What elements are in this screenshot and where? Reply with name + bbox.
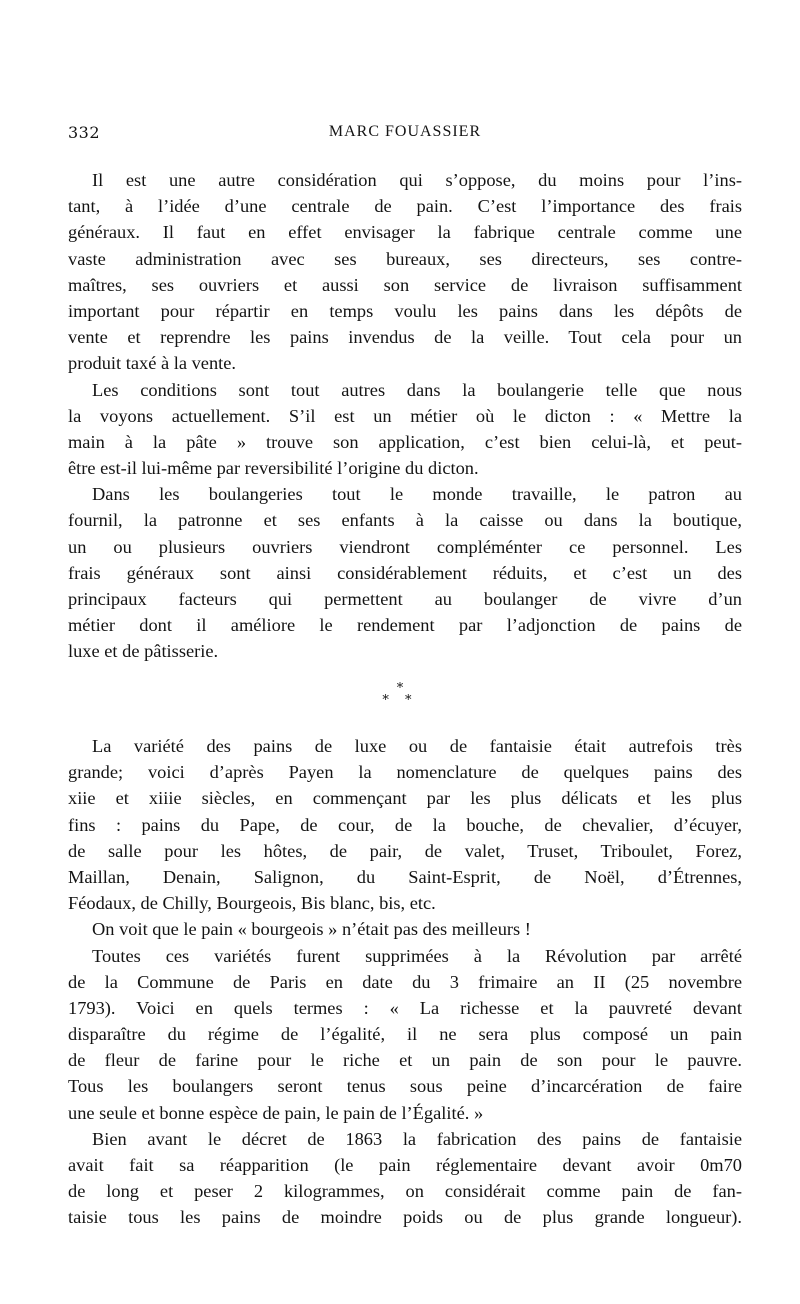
text-line: de salle pour les hôtes, de pair, de valet, Truset, Triboulet, Forez, (68, 840, 742, 861)
text-line: Tous les boulangers seront tenus sous peine d’incarcération de faire (68, 1076, 742, 1097)
text-line: grande; voici d’après Payen la nomenclature de quelques pains des (68, 762, 742, 783)
text-line: Il est une autre considération qui s’oppose, du moins pour l’ins- (92, 170, 742, 190)
text-line: tant, à l’idée d’une centrale de pain. C’est l’importance des frais (68, 196, 742, 217)
text-line: Dans les boulangeries tout le monde travaille, le patron au (92, 484, 742, 505)
text-line: 1793). Voici en quels termes : « La richesse et la pauvreté devant (68, 997, 742, 1018)
text-line: fins : pains du Pape, de cour, de la bouche, de chevalier, d’écuyer, (68, 814, 742, 835)
text-block-2 (68, 733, 742, 1231)
text-line: frais généraux sont ainsi considérablement réduits, et c’est un des (68, 562, 742, 583)
text-line: métier dont il améliore le rendement par l’adjonction de pains de (68, 615, 742, 636)
text-line: une seule et bonne espèce de pain, le pain de l’Égalité. » (68, 1102, 484, 1123)
text-line: Féodaux, de Chilly, Bourgeois, Bis blanc, bis, etc. (68, 893, 436, 914)
text-line: On voit que le pain « bourgeois » n’était pas des meilleurs ! (92, 919, 531, 940)
separator-asterisk-top: * (396, 681, 404, 696)
text-line: Les conditions sont tout autres dans la boulangerie telle que nous (92, 379, 742, 400)
text-line: de long et peser 2 kilogrammes, on considérait comme pain de fan- (68, 1181, 742, 1202)
separator-asterisks-bottom: * * (382, 693, 418, 708)
text-block-1 (68, 167, 742, 665)
text-line: main à la pâte » trouve son application, c’est bien celui-là, et peut- (68, 431, 742, 452)
text-line: Bien avant le décret de 1863 la fabrication des pains de fantaisie (92, 1128, 742, 1149)
text-line: vaste administration avec ses bureaux, ses directeurs, ses contre- (68, 248, 742, 269)
text-line: de la Commune de Paris en date du 3 frimaire an II (25 novembre (68, 971, 742, 992)
text-line: être est-il lui-même par reversibilité l’origine du dicton. (68, 458, 479, 479)
text-line: produit taxé à la vente. (68, 353, 237, 374)
text-line: vente et reprendre les pains invendus de la veille. Tout cela pour un (68, 327, 742, 348)
text-line: un ou plusieurs ouvriers viendront compléménter ce personnel. Les (68, 536, 742, 557)
text-line: avait fait sa réapparition (le pain réglementaire devant avoir 0m70 (68, 1155, 742, 1175)
text-line: important pour répartir en temps voulu les pains dans les dépôts de (68, 300, 742, 321)
text-line: xiie et xiiie siècles, en commençant par les plus délicats et les plus (68, 788, 742, 809)
running-title: MARC FOUASSIER (328, 123, 482, 140)
text-line: Toutes ces variétés furent supprimées à la Révolution par arrêté (92, 945, 742, 966)
text-line: principaux facteurs qui permettent au boulanger de vivre d’un (68, 589, 742, 609)
running-head (68, 123, 742, 145)
text-line: La variété des pains de luxe ou de fantaisie était autrefois très (92, 736, 742, 756)
text-line: fournil, la patronne et ses enfants à la caisse ou dans la boutique, (68, 510, 742, 531)
text-line: de fleur de farine pour le riche et un pain de son pour le pauvre. (68, 1050, 742, 1071)
text-line: la voyons actuellement. S’il est un métier où le dicton : « Mettre la (68, 405, 742, 426)
text-line: Maillan, Denain, Salignon, du Saint-Esprit, de Noël, d’Étrennes, (68, 866, 742, 887)
text-line: taisie tous les pains de moindre poids ou de plus grande longueur). (68, 1207, 742, 1228)
text-line: généraux. Il faut en effet envisager la fabrique centrale comme une (68, 222, 742, 243)
page-number: 332 (68, 123, 101, 142)
text-line: luxe et de pâtisserie. (68, 641, 219, 662)
text-line: disparaître du régime de l’égalité, il ne sera plus composé un pain (68, 1024, 742, 1045)
section-separator (0, 683, 800, 707)
text-line: maîtres, ses ouvriers et aussi son service de livraison suffisamment (68, 274, 742, 295)
